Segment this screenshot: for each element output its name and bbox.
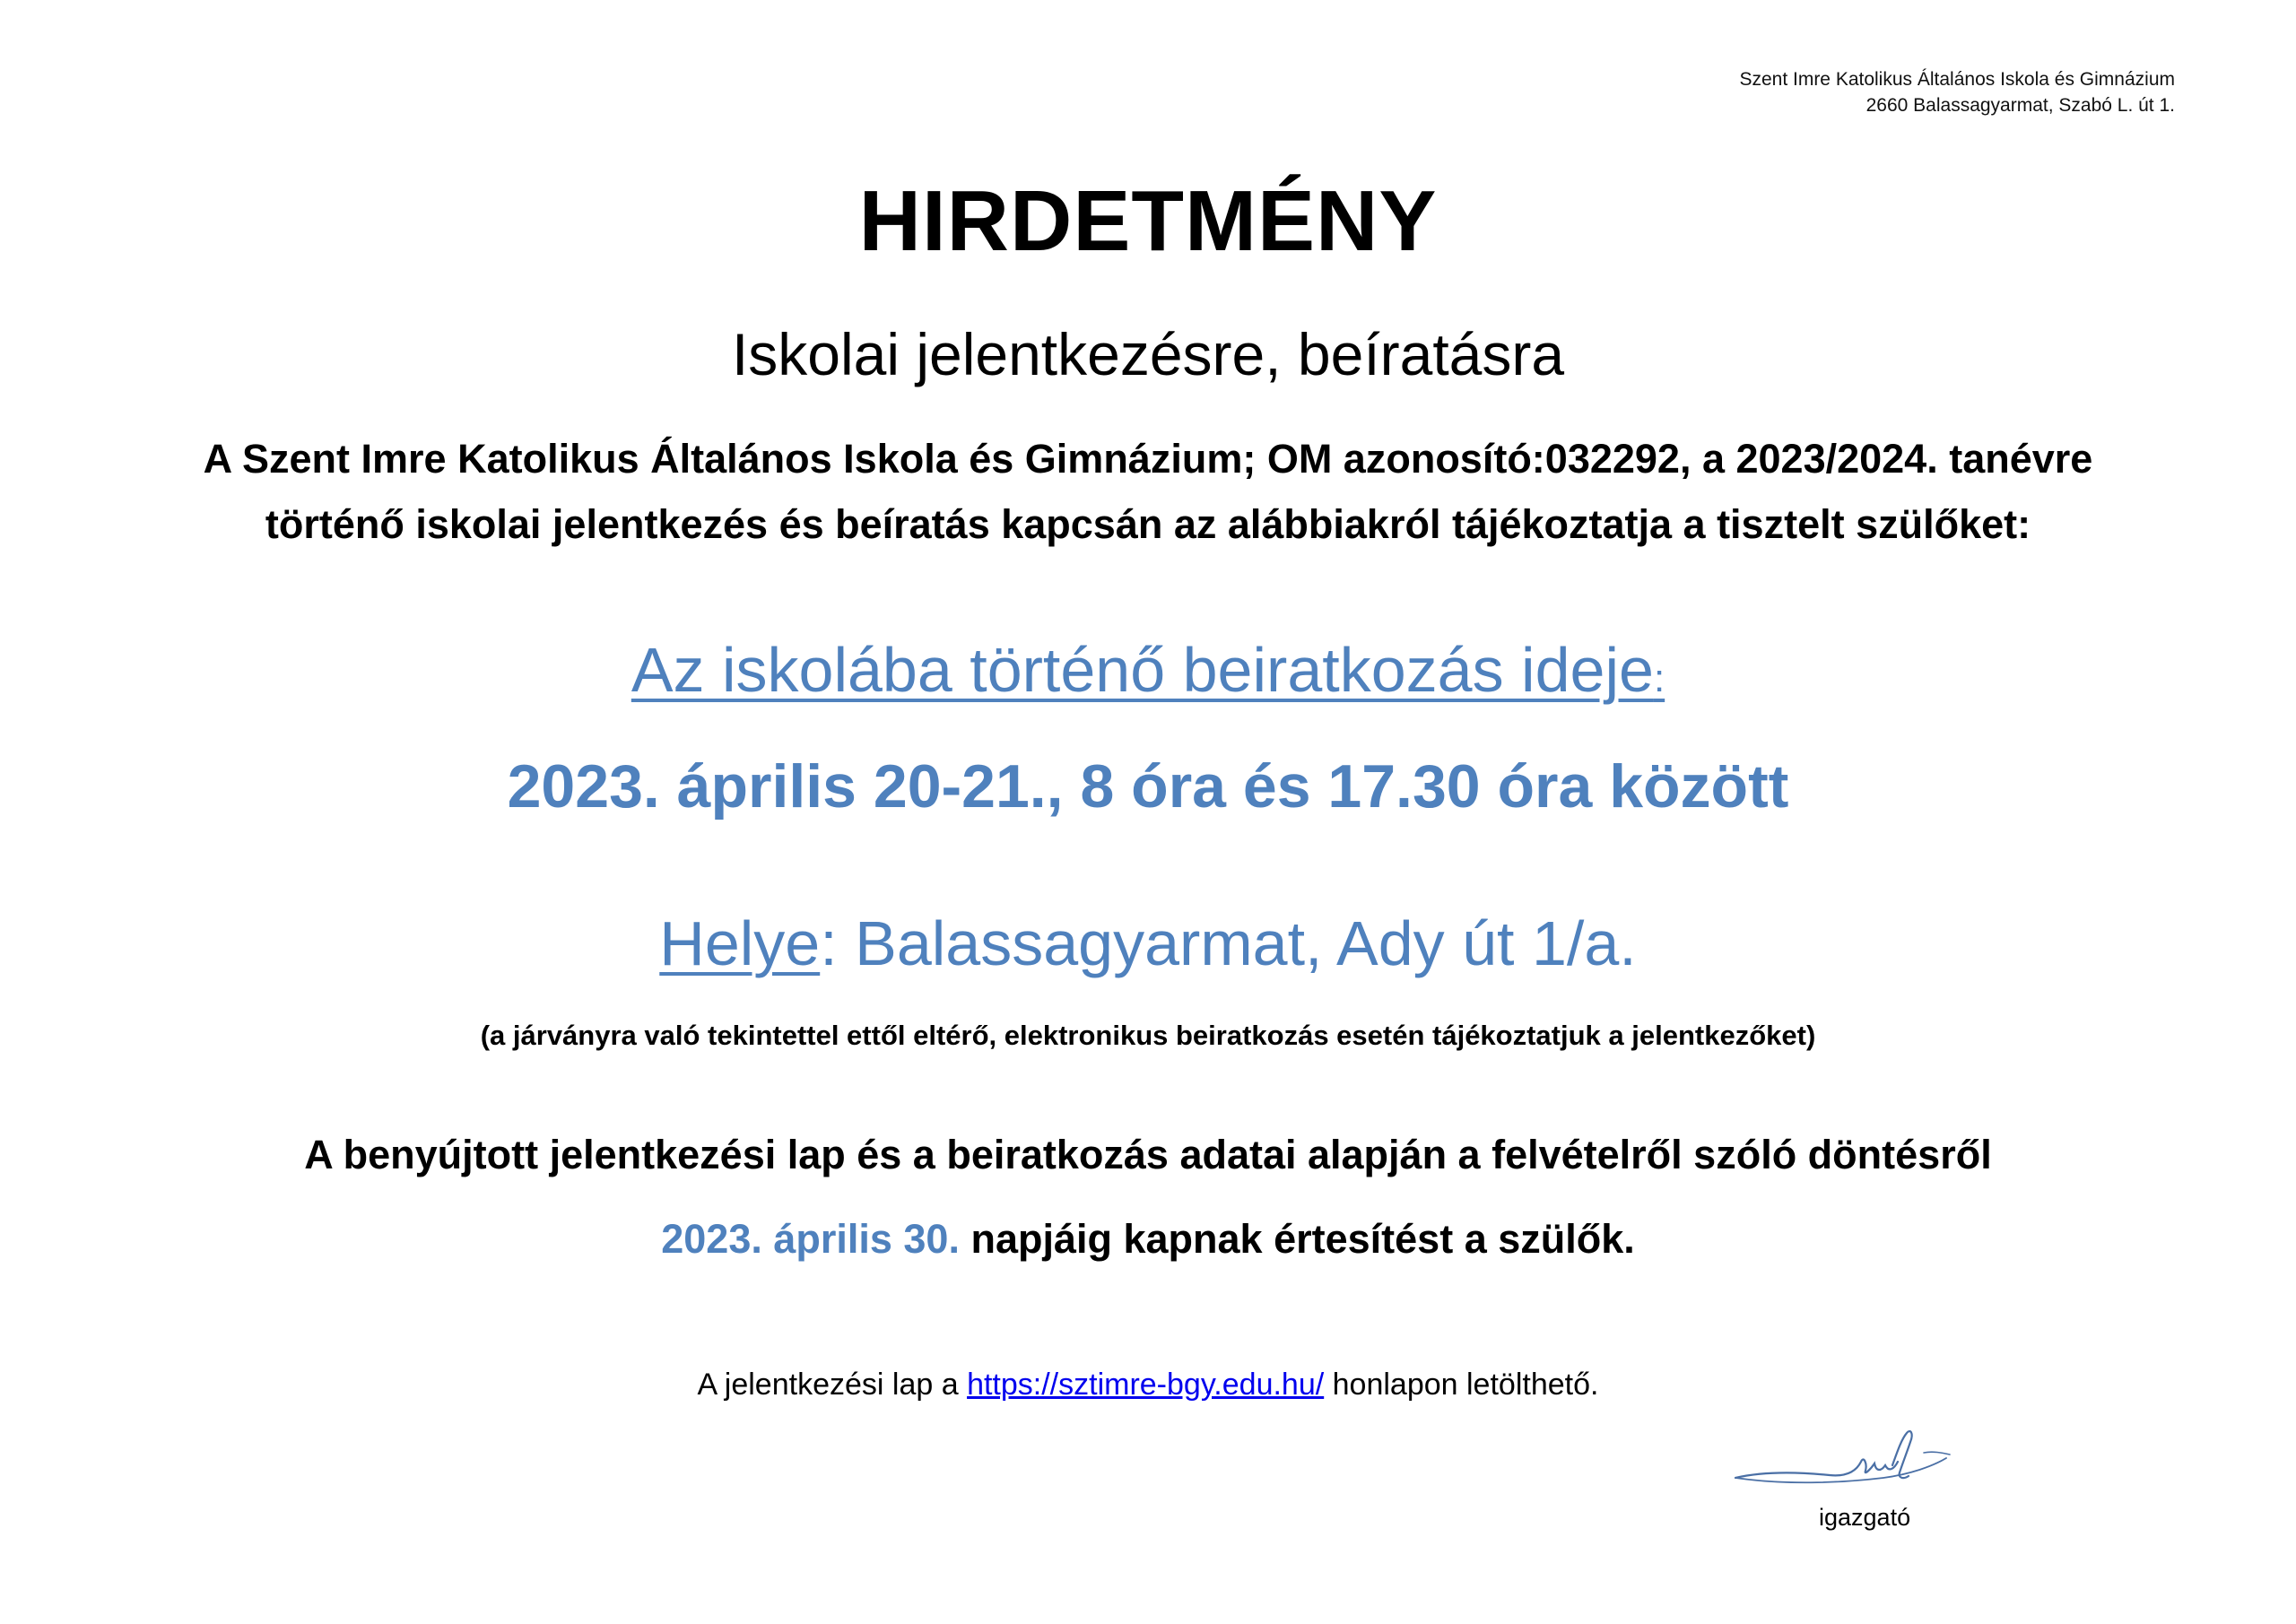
address-line-school: Szent Imre Katolikus Általános Iskola és Gimnázium bbox=[1739, 69, 2175, 90]
signatory-role: igazgató bbox=[1819, 1504, 1911, 1531]
enrollment-location bbox=[0, 906, 2296, 981]
decision-line-2 bbox=[0, 1212, 2296, 1266]
enrollment-date: 2023. április 20-21., 8 óra és 17.30 óra között bbox=[507, 752, 1789, 821]
handwritten-signature bbox=[1731, 1426, 1955, 1498]
decision-rest: napjáig kapnak értesítést a szülők. bbox=[959, 1216, 1635, 1262]
enrollment-heading bbox=[0, 632, 2296, 716]
intro-line-2: történő iskolai jelentkezés és beíratás kapcsán az alábbiakról tájékoztatja a tisztelt szülőket: bbox=[265, 501, 2031, 547]
download-suffix: honlapon letölthető. bbox=[1324, 1368, 1599, 1402]
enrollment-heading-text: Az iskolába történő beiratkozás ideje bbox=[631, 635, 1654, 705]
school-address bbox=[1739, 66, 2175, 118]
decision-line-1: A benyújtott jelentkezési lap és a beiratkozás adatai alapján a felvételről szóló döntésről bbox=[304, 1132, 1992, 1177]
location-label: Helye bbox=[659, 908, 821, 978]
location-value: : Balassagyarmat, Ady út 1/a. bbox=[820, 908, 1637, 978]
enrollment-heading-colon: : bbox=[1653, 656, 1665, 700]
download-prefix: A jelentkezési lap a bbox=[697, 1368, 968, 1402]
electronic-enrollment-note: (a járványra való tekintettel ettől eltérő, elektronikus beiratkozás esetén tájékoztatjuk a jelentkezőket) bbox=[480, 1020, 1816, 1051]
intro-paragraph bbox=[0, 426, 2296, 557]
page-title: HIRDETMÉNY bbox=[858, 173, 1438, 269]
download-info bbox=[0, 1365, 2296, 1404]
address-line-street: 2660 Balassagyarmat, Szabó L. út 1. bbox=[1866, 95, 2175, 116]
school-website-link[interactable]: https://sztimre-bgy.edu.hu/ bbox=[967, 1368, 1325, 1402]
decision-date: 2023. április 30. bbox=[661, 1216, 960, 1262]
page-subtitle: Iskolai jelentkezésre, beíratásra bbox=[731, 321, 1565, 387]
intro-line-1: A Szent Imre Katolikus Általános Iskola és Gimnázium; OM azonosító:032292, a 2023/2024. tanévre bbox=[203, 436, 2093, 482]
